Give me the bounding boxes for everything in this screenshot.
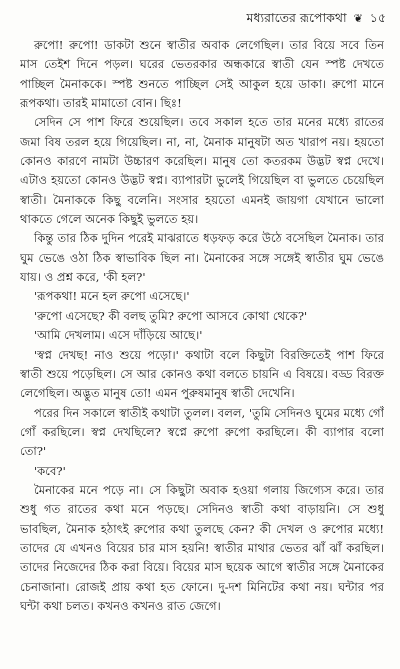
dialogue-line: 'আমি দেখলাম। এসে দাঁড়িয়ে আছে।' [34, 328, 203, 343]
dialogue-line: 'কবে?' [34, 463, 66, 478]
body-text [20, 36, 384, 664]
dialogue-line: 'রূপকথা! মনে হল রুপো এসেছে।' [34, 289, 190, 304]
paragraph: সেদিন সে পাশ ফিরে শুয়েছিল। তবে সকাল হতে তার মনের মধ্যে রাতের জমা বিষ তরল হয়ে গিয়েছিল। না, না, মৈনাক মানুষটা অত খারাপ নয়। হয়তো কোনও কারণে নামটা উচ্চারণ করেছিল। মানুষ তো কতরকম উদ্ভট স্বপ্ন দেখে। এটাও হয়তো কোনও উদ্ভট স্বপ্ন। ব্যাপারটা ভুলেই গিয়েছিল বা ভুলতে চেয়েছিল স্বাতী। মৈনাককে কিছু বলেনি। সংসার হয়তো এমনই জায়গা যেখানে ভালো থাকতে গেলে অনেক কিছুই ভুলতে হয়। [20, 115, 384, 227]
paragraph: কিন্তু তার ঠিক দুদিন পরেই মাঝরাতে ধড়ফড় করে উঠে বসেছিল মৈনাক। তার ঘুম ভেঙে ওঠা ঠিক স্বাভাবিক ছিল না। মৈনাকের সঙ্গে সঙ্গেই স্বাতীর ঘুম ভেঙে যায়। ও প্রশ্ন করে, 'কী হল?' [20, 231, 384, 285]
page-number: ১৫ [369, 10, 386, 25]
running-head-title: মধ্যরাতের রূপোকথা [246, 10, 347, 25]
flourish-icon: ❦ [353, 12, 363, 25]
paragraph: রুপো! রুপো! ডাকটা শুনে স্বাতীর অবাক লেগেছিল। তার বিয়ে সবে তিন মাস তেইশ দিনে পড়ল। ঘরের ভেতরকার অন্ধকারে স্বাতী যেন স্পষ্ট দেখতে পাচ্ছিল মৈনাককে। স্পষ্ট শুনতে পাচ্ছিল সেই আকুল হয়ে ডাকা। রুপো মানে রূপকথা। তারই মামাতো বোন। ছিঃ! [20, 38, 384, 111]
running-head [247, 10, 386, 27]
paragraph: পরের দিন সকালে স্বাতীই কথাটা তুলল। বলল, 'তুমি সেদিনও ঘুমের মধ্যে গোঁ গোঁ করছিলে। স্বপ্ন দেখছিলে? স্বপ্নে রুপো রুপো করছিলে। কী ব্যাপার বলো তো?' [20, 405, 384, 459]
paragraph: মৈনাকের মনে পড়ে না। সে কিছুটা অবাক হওয়া গলায় জিগ্যেস করে। তার শুধু গত রাতের কথা মনে পড়ছে। সেদিনও স্বাতী কথা বাড়ায়নি। সে শুধু ভাবছিল, মৈনাক হঠাৎই রুপোর কথা তুলছে কেন? কী দেখল ও রুপোর মধ্যে! তাদের যে এখনও বিয়ের চার মাস হয়নি! স্বাতীর মাথার ভেতর ঝাঁ ঝাঁ করছিল। তাদের নিজেদের ঠিক করা বিয়ে। বিয়ের মাস ছয়েক আগে স্বাতীর সঙ্গে মৈনাকের চেনাজানা। রোজই প্রায় কথা হত ফোনে। দু-দশ মিনিটের কথা নয়। ঘন্টার পর ঘন্টা কথা চলত। কখনও কখনও রাত জেগে। [20, 482, 384, 613]
dialogue-line: 'রুপো এসেছে? কী বলছ তুমি? রুপো আসবে কোথা থেকে?' [34, 308, 308, 323]
paragraph: 'স্বপ্ন দেখছ! নাও শুয়ে পড়ো।' কথাটা বলে কিছুটা বিরক্তিতেই পাশ ফিরে স্বাতী শুয়ে পড়েছিল। সে আর কোনও কথা বলতে চায়নি এ বিষয়ে। বড্ড বিরক্ত লেগেছিল। অদ্ভুত মানুষ তো! এমন পুরুষমানুষ স্বাতী দেখেনি। [20, 347, 384, 401]
